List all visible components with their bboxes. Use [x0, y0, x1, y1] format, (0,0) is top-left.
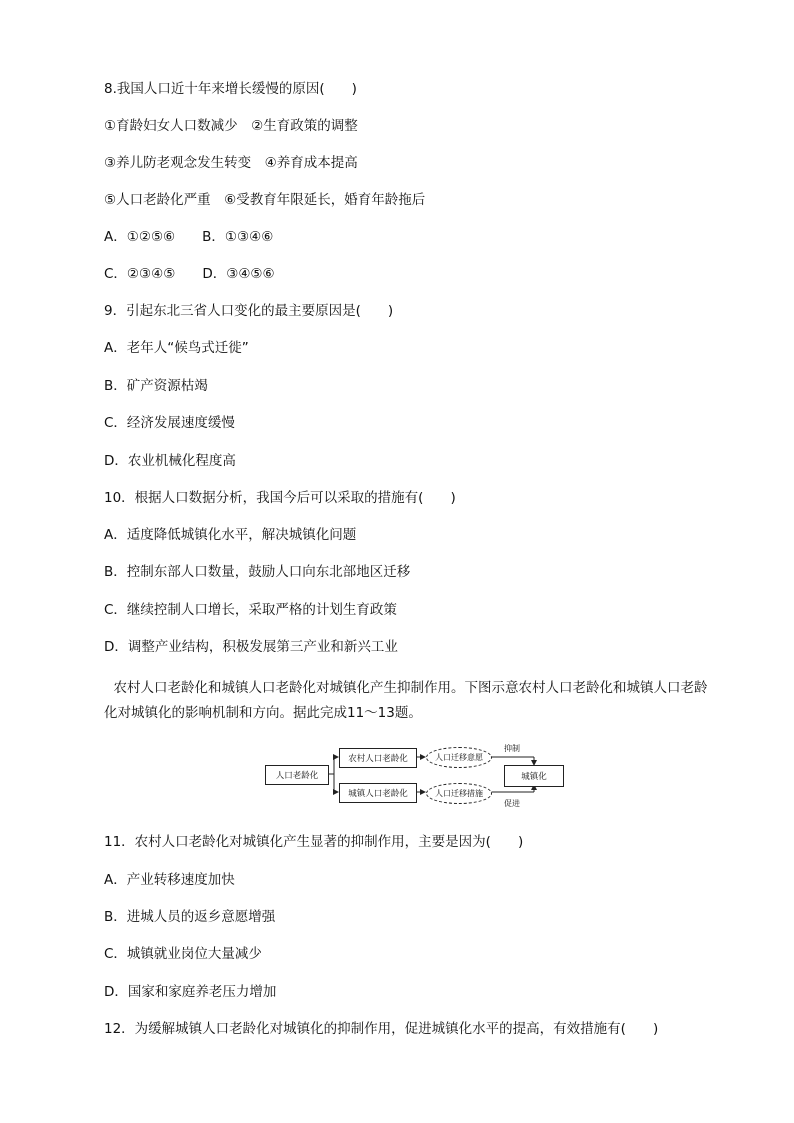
- ellipse-migration-measure: 人口迁移措施: [426, 783, 492, 804]
- q8-options-cd: C．②③④⑤ D．③④⑤⑥: [104, 266, 275, 282]
- q8-statement-3: ⑤人口老龄化严重 ⑥受教育年限延长，婚育年龄拖后: [104, 192, 426, 208]
- ellipse-migration-will: 人口迁移意愿: [426, 747, 492, 768]
- q8-statement-1: ①育龄妇女人口数减少 ②生育政策的调整: [104, 118, 358, 134]
- q8-options-ab: A．①②⑤⑥ B．①③④⑥: [104, 229, 274, 245]
- box-urbanization: 城镇化: [504, 765, 564, 787]
- q10-option-a: A．适度降低城镇化水平，解决城镇化问题: [104, 527, 357, 543]
- q10-stem: 10．根据人口数据分析，我国今后可以采取的措施有( ): [104, 490, 456, 506]
- intro-line-2: 化对城镇化的影响机制和方向。据此完成11～13题。: [104, 705, 422, 721]
- q11-stem: 11．农村人口老龄化对城镇化产生显著的抑制作用，主要是因为( ): [104, 834, 524, 850]
- q11-option-a: A．产业转移速度加快: [104, 872, 235, 888]
- mechanism-diagram: [264, 740, 564, 810]
- q12-stem: 12．为缓解城镇人口老龄化对城镇化的抑制作用，促进城镇化水平的提高，有效措施有( ): [104, 1021, 659, 1037]
- q10-option-d: D．调整产业结构，积极发展第三产业和新兴工业: [104, 639, 398, 655]
- intro-paragraph: [104, 676, 716, 726]
- box-rural-aging: 农村人口老龄化: [339, 748, 417, 768]
- intro-line-1: 农村人口老龄化和城镇人口老龄化对城镇化产生抑制作用。下图示意农村人口老龄化和城镇人口老龄: [113, 680, 708, 696]
- q10-option-c: C．继续控制人口增长，采取严格的计划生育政策: [104, 602, 397, 618]
- q11-option-b: B．进城人员的返乡意愿增强: [104, 909, 276, 925]
- q8-stem: 8.我国人口近十年来增长缓慢的原因( ): [104, 81, 357, 97]
- label-promote: 促进: [504, 799, 520, 808]
- q9-option-b: B．矿产资源枯竭: [104, 378, 208, 394]
- q11-option-d: D．国家和家庭养老压力增加: [104, 984, 277, 1000]
- q10-option-b: B．控制东部人口数量，鼓励人口向东北部地区迁移: [104, 564, 411, 580]
- q9-stem: 9．引起东北三省人口变化的最主要原因是( ): [104, 303, 394, 319]
- label-inhibit: 抑制: [504, 744, 520, 753]
- box-population-aging: 人口老龄化: [265, 765, 329, 785]
- q9-option-a: A．老年人“候鸟式迁徙”: [104, 340, 249, 356]
- q9-option-d: D．农业机械化程度高: [104, 453, 236, 469]
- box-urban-aging: 城镇人口老龄化: [339, 783, 417, 803]
- q8-statement-2: ③养儿防老观念发生转变 ④养育成本提高: [104, 155, 358, 171]
- q11-option-c: C．城镇就业岗位大量减少: [104, 946, 262, 962]
- q9-option-c: C．经济发展速度缓慢: [104, 415, 235, 431]
